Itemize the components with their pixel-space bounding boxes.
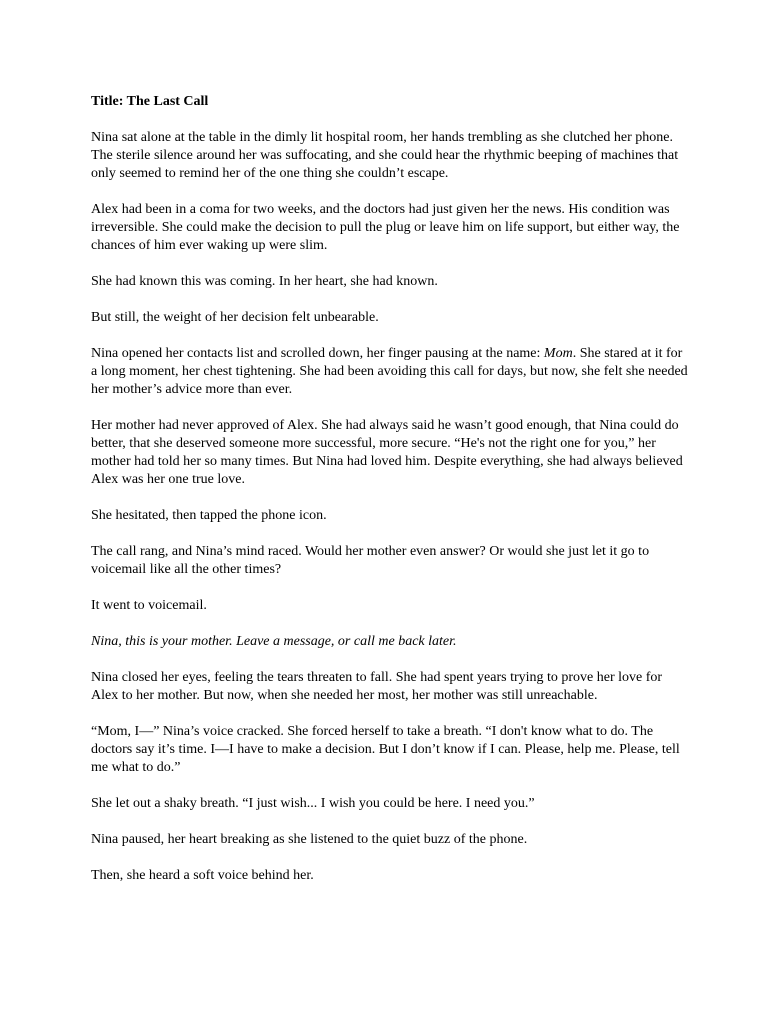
paragraph-13: She let out a shaky breath. “I just wish... I wish you could be here. I need you.” bbox=[91, 796, 535, 811]
contact-name-mom: Mom bbox=[543, 346, 573, 361]
paragraph-1: Nina sat alone at the table in the dimly lit hospital room, her hands trembling as she clutched her phone. The sterile silence around her was suffocating, and she could hear the rhythmic beeping of machines that only seemed to remind her of the one thing she couldn’t escape. bbox=[91, 130, 679, 181]
paragraph-14: Nina paused, her heart breaking as she listened to the quiet buzz of the phone. bbox=[91, 832, 528, 847]
paragraph-5-text-end: . She stared at it for a long moment, her chest tightening. She had been avoiding this call for days, but now, she felt she needed her mother’s advice more than ever. bbox=[91, 346, 688, 397]
paragraph-8: The call rang, and Nina’s mind raced. Would her mother even answer? Or would she just let it go to voicemail like all the other times? bbox=[91, 544, 650, 577]
paragraph-7: She hesitated, then tapped the phone icon. bbox=[91, 508, 327, 523]
paragraph-3: She had known this was coming. In her heart, she had known. bbox=[91, 274, 438, 289]
voicemail-message: Nina, this is your mother. Leave a message, or call me back later. bbox=[91, 634, 457, 649]
paragraph-2: Alex had been in a coma for two weeks, and the doctors had just given her the news. His condition was irreversible. She could make the decision to pull the plug or leave him on life support, but either way, the chances of him ever waking up were slim. bbox=[91, 202, 680, 253]
paragraph-5 bbox=[91, 345, 688, 399]
paragraph-4: But still, the weight of her decision felt unbearable. bbox=[91, 310, 379, 325]
paragraph-15: Then, she heard a soft voice behind her. bbox=[91, 868, 314, 883]
document-title: Title: The Last Call bbox=[91, 94, 209, 109]
paragraph-6: Her mother had never approved of Alex. She had always said he wasn’t good enough, that Nina could do better, that she deserved someone more successful, more secure. “He's not the right one for you,” her mother had told her so many times. But Nina had loved him. Despite everything, she had always believed Alex was her one true love. bbox=[91, 418, 683, 487]
paragraph-11: Nina closed her eyes, feeling the tears threaten to fall. She had spent years trying to prove her love for Alex to her mother. But now, when she needed her most, her mother was still unreachable. bbox=[91, 670, 663, 703]
paragraph-9: It went to voicemail. bbox=[91, 598, 207, 613]
paragraph-5-text-start: Nina opened her contacts list and scrolled down, her finger pausing at the name: bbox=[91, 346, 544, 361]
paragraph-12: “Mom, I—” Nina’s voice cracked. She forced herself to take a breath. “I don't know what to do. The doctors say it’s time. I—I have to make a decision. But I don’t know if I can. Please, help me. Please, tell me what to do.” bbox=[91, 724, 680, 775]
